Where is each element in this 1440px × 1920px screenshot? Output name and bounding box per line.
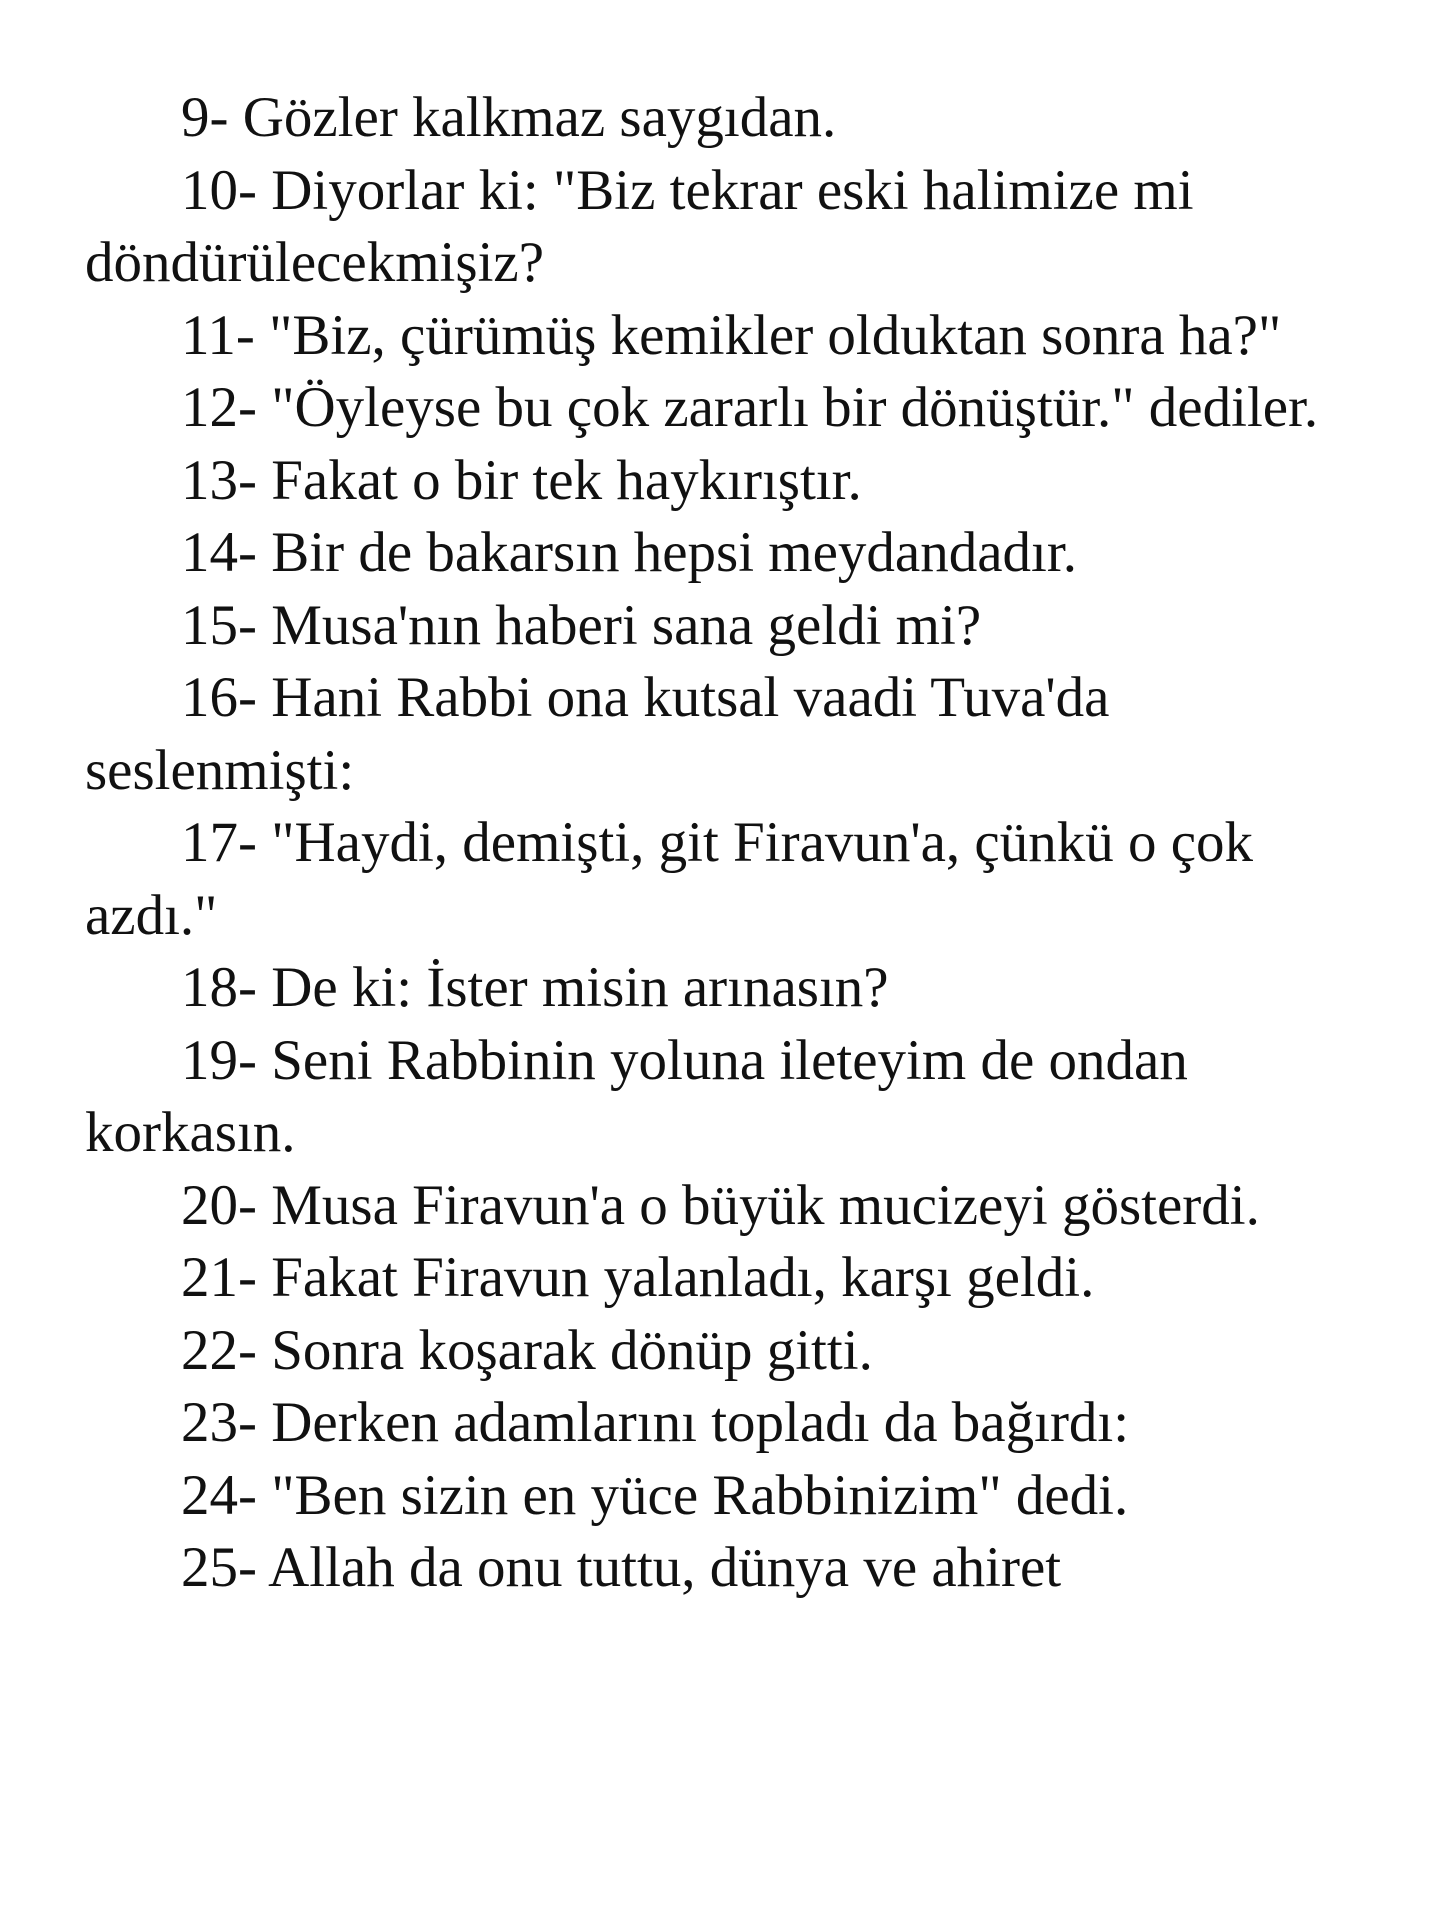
verse-11: 11- "Biz, çürümüş kemikler olduktan sonra ha?" xyxy=(181,303,1282,367)
verse-18: 18- De ki: İster misin arınasın? xyxy=(181,956,889,1019)
verse-16: 16- Hani Rabbi ona kutsal vaadi Tuva'da seslenmişti: xyxy=(85,666,1110,802)
document-page xyxy=(85,82,1375,1605)
verse-10: 10- Diyorlar ki: "Biz tekrar eski halimize mi döndürülecekmişiz? xyxy=(85,158,1194,294)
verse-9: 9- Gözler kalkmaz saygıdan. xyxy=(181,86,837,149)
verse-13: 13- Fakat o bir tek haykırıştır. xyxy=(181,448,862,512)
verse-21: 21- Fakat Firavun yalanladı, karşı geldi. xyxy=(181,1246,1095,1309)
verse-15: 15- Musa'nın haberi sana geldi mi? xyxy=(181,593,982,657)
verse-19: 19- Seni Rabbinin yoluna ileteyim de ondan korkasın. xyxy=(85,1028,1188,1164)
verse-25: 25- Allah da onu tuttu, dünya ve ahiret xyxy=(181,1536,1062,1599)
verse-22: 22- Sonra koşarak dönüp gitti. xyxy=(181,1318,873,1382)
verse-17: 17- "Haydi, demişti, git Firavun'a, çünkü o çok azdı." xyxy=(85,811,1254,947)
verse-12: 12- "Öyleyse bu çok zararlı bir dönüştür." dediler. xyxy=(181,376,1319,439)
verse-23: 23- Derken adamlarını topladı da bağırdı: xyxy=(181,1391,1130,1454)
verse-14: 14- Bir de bakarsın hepsi meydandadır. xyxy=(181,521,1077,584)
verse-20: 20- Musa Firavun'a o büyük mucizeyi gösterdi. xyxy=(181,1173,1260,1237)
verse-24: 24- "Ben sizin en yüce Rabbinizim" dedi. xyxy=(181,1463,1129,1527)
